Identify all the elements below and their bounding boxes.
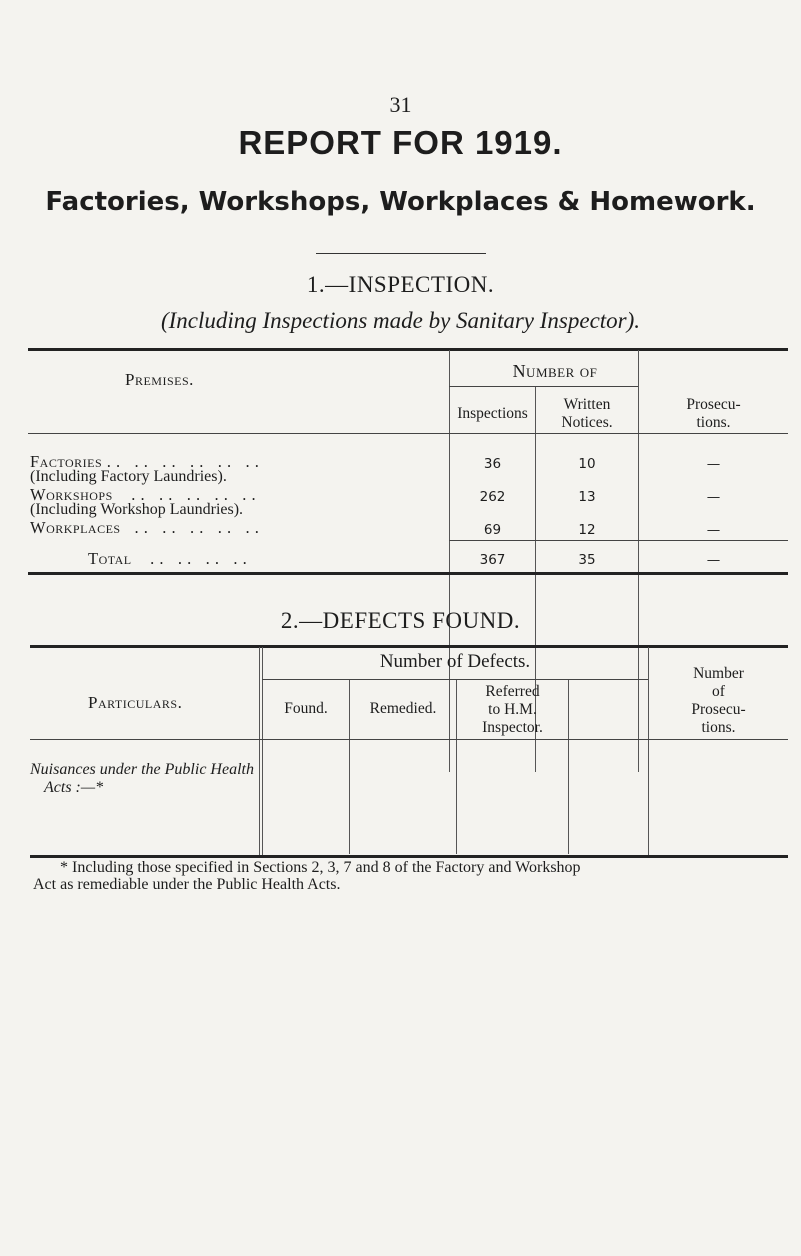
cell-prosecutions-total: — [706, 552, 721, 568]
remedied-header: Remedied. [369, 700, 437, 717]
prosecutions-header: Number of Prosecu- tions. [691, 665, 746, 736]
cell-inspections-workshops: 262 [479, 489, 506, 505]
cell-inspections-workplaces: 69 [483, 522, 502, 538]
found-header: Found. [284, 700, 328, 717]
cell-notices-factories: 10 [578, 456, 596, 472]
table-top-rule [28, 348, 788, 351]
row-label-workplaces: Workplaces . . . . . . . . . . [30, 518, 260, 537]
row-note-workshops: (Including Workshop Laundries). [30, 501, 244, 518]
cell-notices-workshops: 13 [578, 489, 596, 505]
prosecutions-header: Prosecu- tions. [686, 396, 741, 431]
cell-inspections-factories: 36 [483, 456, 502, 472]
row-label-total: Total . . . . . . . . [88, 549, 248, 568]
section-title-nuisances: Nuisances under the Public Health Acts :—* [30, 761, 254, 796]
column-divider [259, 647, 260, 857]
column-divider [568, 680, 569, 854]
header-bottom-rule [28, 433, 788, 434]
table-bottom-rule [30, 855, 788, 858]
cell-prosecutions-workplaces: — [706, 522, 721, 538]
number-of-defects-header: Number of Defects. [379, 651, 531, 672]
table-top-rule [30, 645, 788, 648]
cell-inspections-total: 367 [479, 552, 506, 568]
premises-header: Premises. [125, 370, 194, 389]
inspections-header: Inspections [457, 405, 528, 422]
particulars-header: Particulars. [88, 693, 183, 712]
inspection-subheading: (Including Inspections made by Sanitary Inspector). [160, 308, 641, 333]
subject-title: Factories, Workshops, Workplaces & Homework. [45, 187, 756, 217]
cell-notices-workplaces: 12 [578, 522, 596, 538]
report-title: REPORT FOR 1919. [238, 124, 563, 161]
header-rule [449, 386, 638, 387]
title-divider [316, 253, 486, 254]
cell-notices-total: 35 [578, 552, 596, 568]
total-rule [449, 540, 788, 541]
defects-heading: 2.—DEFECTS FOUND. [280, 608, 521, 633]
header-bottom-rule [30, 739, 788, 740]
written-notices-header: Written Notices. [561, 396, 613, 431]
cell-prosecutions-factories: — [706, 456, 721, 472]
row-note-factories: (Including Factory Laundries). [30, 468, 227, 485]
footnote: * Including those specified in Sections 2, 3, 7 and 8 of the Factory and Workshop Act as remediable under the Public Health Acts. [33, 859, 581, 893]
header-rule [262, 679, 648, 680]
referred-header: Referred to H.M. Inspector. [482, 683, 543, 736]
table-bottom-rule [28, 572, 788, 575]
row-label-factories: Factories . . . . . . . . . . . . [30, 452, 260, 471]
row-label-workshops: Workshops . . . . . . . . . . [30, 485, 257, 504]
cell-prosecutions-workshops: — [706, 489, 721, 505]
inspection-heading: 1.—INSPECTION. [306, 272, 495, 297]
number-of-header: Number of [512, 361, 598, 381]
page-number: 31 [389, 92, 412, 117]
